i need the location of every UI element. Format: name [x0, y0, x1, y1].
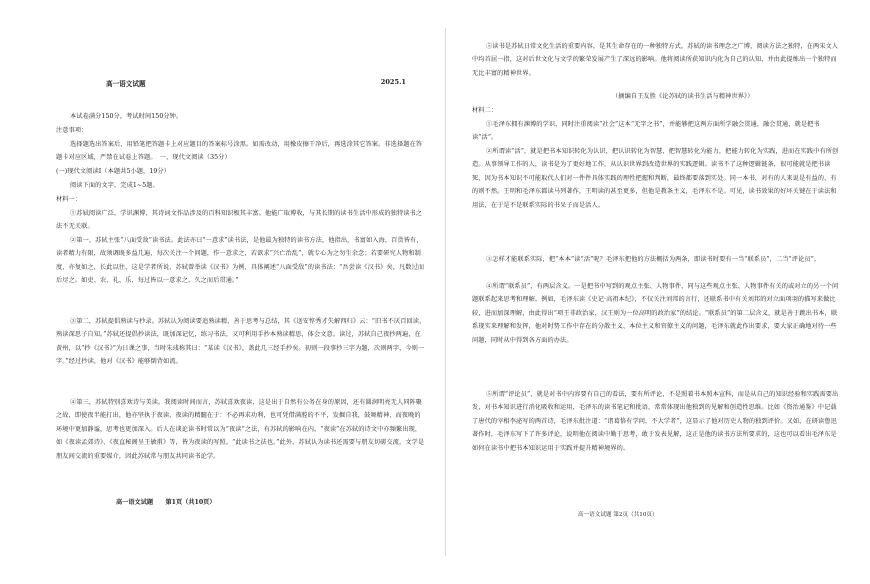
right-paragraph-3: ③怎样才能联系实际，把“本本”读“活”呢？毛泽东把他的方法概括为两条，即读书时要有一当“联系员”，二当“评论员”。	[486, 256, 821, 263]
right-paragraph-5: ⑤所谓“评论员”，就是对书中内容要有自己的看法，要有所评论，不是照着书本照本宣科，而是从自己的知识经验和实践需要出发，对书本知识进行消化吸收和运用，毛泽东的读书笔记和批语，常常体现出他独到的见解和创造性思维。比如《资治通鉴》中记载了唐代的宰相李泌写的两首诗，毛泽东批注道：“诸葛恪有学问，不大学者”，这显示了他对历史人物的独到评价。又如，在研读鲁迅著作时，毛泽东写下了许多评论，说明他在阅读中勤于思考，敢于发表见解，这正是他的读书方法所要求的，这也可以看出毛泽东是如何在读书中把书本知识运用于实践并提升精神境界的。	[472, 391, 839, 452]
intro-score: 本试卷满分150分，考试时间150分钟。	[70, 113, 183, 120]
right-page-footer: 高一语文试题 第2页（共10页）	[578, 512, 658, 518]
left-paragraph-4: ④第三，苏轼特别喜欢诗与美读。我阅读时间而言，苏轼喜欢夜读，这是出于自然有公务在身的原因，还有圆润明亮无人同阵聚之故，即使夜半能打出，他亦坚执于夜读，夜读的精髓在于：不必再求功利，也可凭借满腔的不平，发掘自我，鼓舞精神，而夜晚的环境中更加静谧，思考也更加深入。后人在谈论读书时常以为“夜读”之法，有苏轼的影响在内。“夜读”在苏轼的诗文中亦频繁出现，如《夜读孟郊诗》、《夜直秘阁呈王敏甫》等，皆为夜读的写照。“此读书之法也。”此外，苏轼认为读书还需要与朋友切磋交流，文学是朋友间交流的重要媒介，因此苏轼常与朋友共同读书论学。	[56, 399, 425, 460]
left-column	[56, 0, 426, 584]
intro-notice-heading: 注意事项：	[56, 127, 88, 134]
right-paragraph-2: ②所谓读“活”，就是把书本知识转化为认识，把认识转化为智慧，把智慧转化为能力，把能力转化为实践，进而在实践中有所创造。从事领导工作的人，读书是为了更好地工作，从认识世界到改造世界的实践逻辑。读书不了这种逻辑链条，很可能就是把书读死，因为书本知识不可能取代人们对一件件具体实践的理性把握和判断，最终都要落到实处。同一本书，对有的人来说是有益的，有的则不然。王明和毛泽东都读马列著作，王明读的甚至更多，但他是教条主义，毛泽东不是。可见，读书效果的好坏关键在于读法和用法，在于是不是联系实际的书呆子而是活人。	[472, 148, 839, 209]
reading-instruction: 阅读下面的文字，完成1~5题。	[70, 182, 159, 189]
right-paragraph-1: ①毛泽东拥有渊博的学识，同时注重阅读“社会”这本“无字之书”，并能够把这两方面所学融会贯通，融会贯通，就是把书读“活”。	[472, 121, 820, 142]
material-2-label: 材料二：	[472, 107, 498, 114]
left-page-footer: 高一语文试题 第1页（共10页）	[116, 499, 216, 506]
column-divider	[445, 28, 446, 556]
right-paragraph-4: ④所谓“联系员”，有两层含义。一是把书中写到的观点主张、人物事件，同与这些观点主张、人物事件有关的或对立的另一个问题联系起来思考和理解。例如，毛泽东读《史记·高祖本纪》，不仅关注刘邦的言行，还联系书中有关刘邦的对立面项羽的描写来做比较，进而加深理解，由此得出“项王非政治家，汉王则为一位高明的政治家”的结论。“联系员”的第二层含义，就是善于跳出书本，联系现实来理解和发挥，他对时势工作中存在的分散主义、本位主义和官僚主义的问题，毛泽东就此作出要求，要大家正确地对待一些问题，同时从中得到各方面的办法。	[472, 283, 839, 344]
left-paragraph-3: ③第二，苏轼提倡熟读与抄录。苏轼认为阅读要追熟读精，善于思考与总结，其《送安惇秀才失解西归》云：“旧书不厌百回读，熟读深思子自知。”苏轼还提倡抄读法，既加深记忆，练习书法，又可利用手抄本熟读精思，体会文意。读过，苏轼自己夜抄两遍，在黄州，以“抄《汉书》”为日课之事，当时朱彧称其曰：“某读《汉书》，盖此几三经手抄矣。初则一段事抄三字为题，次则两字，今则一字。”经过抄读，他对《汉书》能够倒背如流。	[56, 318, 426, 366]
right-column	[472, 0, 842, 584]
exam-title: 高一语文试题	[106, 80, 146, 88]
intro-notice-text: 选择题选出答案后，用铅笔把答题卡上对应题目的答案标号涂黑。如需改动，用橡皮擦干净后，再选涂其它答案。非选择题在答题卡对应区域，严禁在试卷上答题。 一、现代文阅读（35分）	[56, 141, 423, 162]
material-source: （摘编自王友胜《论苏轼的读书生活与精神世界》）	[612, 93, 754, 100]
exam-date: 2025.1	[380, 78, 406, 86]
section-heading: (一)现代文阅读Ⅰ（本题共5小题，19分）	[56, 168, 170, 175]
left-paragraph-2: ②第一，苏轼主张“八面受敌”读书法。此法亦曰“一意求”读书法，是他最为独特的读书方法，他指出，书富如入海，百货皆有，读者精力有限，故须调既多益几遍，每次关注一个问题，作一意求之，若欲求“兴亡治乱”，就专心为之勿生余念；若要研究人物和制度，亦复如之，长此以往，这是学者所说，苏轼曾举读《汉书》为例，具体阐述“八面受敌”的读书法：“吾尝读《汉书》矣，凡数过而后尽之。如吏、农、礼、乐，每过皆以一意求之，久之而后贯通。”	[56, 237, 425, 285]
right-opening-paragraph: ⑤读书是苏轼日常文化生活的重要内容，是其生命存在的一种独特方式。苏轼的读书理念之广博，阅读方法之独特，在两宋文人中均首屈一指，这对后世文化与文学的繁荣发展产生了深远的影响。他将阅读所获知识内化为自己的认知，并由此提炼出一个独特而无比丰富的精神世界。	[472, 43, 839, 77]
material-label: 材料一：	[56, 196, 82, 203]
left-paragraph-1: ①苏轼阅读广泛，学识渊博，其诗词文作品涉及的百科知识极其丰富。他能广取博收，与其长期的读书生活中形成的独特读书之法不无关联。	[56, 210, 423, 231]
